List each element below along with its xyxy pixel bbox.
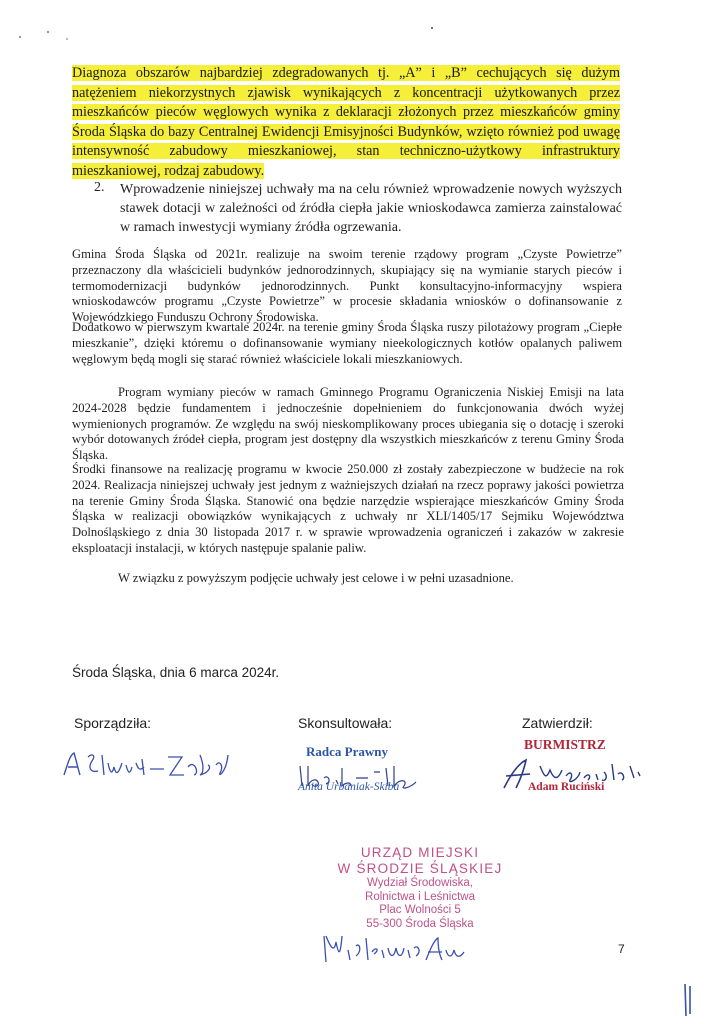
prepared-signature	[60, 745, 230, 785]
paragraph-srodki-finansowe: Środki finansowe na realizację programu w kwocie 250.000 zł zostały zabezpieczone w budżecie na rok 2024. Realizacja niniejszej uchwały jest jednym z ważniejszych działań na rzecz poprawy jakości powietrza na terenie Gminy Środa Śląska. Stanowić ona będzie narzędzie wspierające mieszkańców Gminy Środa Śląska w realizacji obowiązków wynikających z uchwały nr XLI/1405/17 Sejmiku Województwa Dolnośląskiego z dnia 30 listopada 2017 r. w sprawie wprowadzenia ograniczeń i zakazów w zakresie eksploatacji instalacji, w których następuje spalanie paliw.	[72, 462, 624, 555]
office-stamp-line5: Plac Wolności 5	[379, 904, 461, 916]
office-stamp-line3: Wydział Środowiska,	[367, 877, 473, 889]
office-stamp-signature	[318, 930, 468, 966]
dateline: Środa Śląska, dnia 6 marca 2024r.	[72, 665, 280, 680]
highlighted-text: Diagnoza obszarów najbardziej zdegradowanych tj. „A” i „B” cechujących się dużym natężeniem niekorzystnych zjawisk wynikających z koncentracji użytkowanych przez mieszkańców pieców węglowych wynika z deklaracji złożonych przez mieszkańców gminy Środa Śląska do bazy Centralnej Ewidencji Emisyjności Budynków, wzięto również pod uwagę intensywność zabudowy mieszkaniowej, stan techniczno-użytkowy infrastruktury mieszkaniowej, rodzaj zabudowy.	[72, 65, 620, 179]
list-item-text: Wprowadzenie niniejszej uchwały ma na celu również wprowadzenie nowych wyższych stawek dotacji w zależności od źródła ciepła jakie wnioskodawca zamierza zainstalować w ramach inwestycji wymiany źródła ogrzewania.	[120, 182, 622, 235]
page-number: 7	[618, 942, 625, 956]
approved-by-label: Zatwierdził:	[522, 715, 593, 731]
office-stamp	[290, 845, 550, 931]
margin-initial-mark	[682, 982, 694, 1018]
paragraph-program-wymiany: Program wymiany pieców w ramach Gminnego Programu Ograniczenia Niskiej Emisji na lata 2024-2028 będzie fundamentem i jednocześnie dopełnieniem do funkcjonowania dwóch wyżej wymienionych programów. Ze względu na swój nieskomplikowany proces ubiegania się o dotację i szeroki wybór dotowanych źródeł ciepła, program jest dostępny dla wszystkich mieszkańców z terenu Gminy Środa Śląska.	[72, 385, 624, 463]
office-stamp-line6: 55-300 Środa Śląska	[366, 917, 474, 930]
office-stamp-line1: URZĄD MIEJSKI	[360, 845, 480, 860]
consulted-by-label: Skonsultowała:	[298, 715, 393, 731]
legal-advisor-stamp-name: Anita Urbaniak-Skiba	[298, 781, 400, 793]
paragraph-conclusion: W związku z powyższym podjęcie uchwały jest celowe i w pełni uzasadnione.	[118, 571, 514, 585]
highlighted-paragraph	[72, 64, 620, 181]
prepared-by-label: Sporządziła:	[74, 715, 152, 731]
paragraph-czyste-powietrze: Gmina Środa Śląska od 2021r. realizuje na swoim terenie rządowy program „Czyste Powietrze” przeznaczony dla właścicieli budynków jednorodzinnych, skupiający się na wymianie starych pieców i termomodernizacji budynków jednorodzinnych. Punkt konsultacyjno-informacyjny wspiera wnioskodawców programu „Czyste Powietrze” w procesie składania wniosków o dofinansowanie z Wojewódzkiego Funduszu Ochrony Środowiska.	[72, 247, 622, 325]
mayor-stamp-name: Adam Ruciński	[528, 781, 605, 793]
list-item-number: 2.	[94, 180, 105, 195]
office-stamp-line2: W ŚRODZIE ŚLĄSKIEJ	[337, 861, 503, 876]
legal-advisor-stamp-title: Radca Prawny	[306, 744, 388, 759]
office-stamp-line4: Rolnictwa i Leśnictwa	[365, 890, 475, 903]
mayor-stamp-title: BURMISTRZ	[524, 737, 606, 752]
paragraph-cieple-mieszkanie: Dodatkowo w pierwszym kwartale 2024r. na terenie gminy Środa Śląska ruszy pilotażowy program „Ciepłe mieszkanie”, dzięki któremu o dofinansowanie wymiany nieekologicznych kotłów opalanych paliwem węglowym będą mogli się starać również właściciele lokali mieszkaniowych.	[72, 320, 622, 366]
